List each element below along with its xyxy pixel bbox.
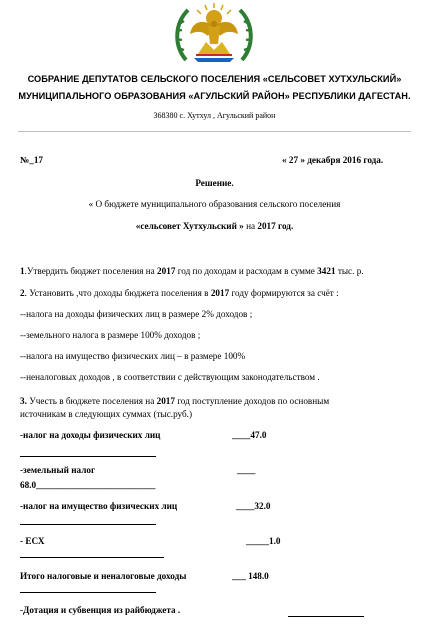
document-number: №_17 bbox=[20, 155, 44, 165]
revenue-value-income-tax: ____47.0 bbox=[232, 430, 267, 440]
revenue-label-land-tax: -земельный налог bbox=[20, 465, 96, 475]
paragraph-3-line2: источникам в следующих суммах (тыс.руб.) bbox=[20, 409, 193, 419]
address: 368380 с. Хутхул , Агульский район bbox=[153, 111, 276, 120]
coat-of-arms-icon bbox=[172, 2, 256, 64]
paragraph-1: 1.Утвердить бюджет поселения на 2017 год по доходам и расходам в сумме 3421 тыс. р. bbox=[20, 266, 364, 276]
header-divider bbox=[18, 131, 411, 132]
revenue-value-total: ___ 148.0 bbox=[232, 571, 269, 581]
council-name-line1: СОБРАНИЕ ДЕПУТАТОВ СЕЛЬСКОГО ПОСЕЛЕНИЯ «СЕЛЬСОВЕТ ХУТХУЛЬСКИЙ» bbox=[27, 74, 402, 84]
revenue-label-income-tax: -налог на доходы физических лиц bbox=[20, 430, 161, 440]
list-item-non-tax: --неналоговых доходов , в соответствии с действующим законодательством . bbox=[20, 372, 320, 382]
budget-year: 2017 год. bbox=[257, 221, 294, 231]
subject-line2: «сельсовет Хутхульский » на 2017 год. bbox=[135, 221, 294, 231]
revenue-label-total: Итого налоговые и неналоговые доходы bbox=[20, 571, 187, 581]
list-item-land-tax: --земельного налога в размере 100% доходов ; bbox=[20, 330, 201, 340]
list-item-income-tax: --налога на доходы физических лиц в размере 2% доходов ; bbox=[20, 309, 253, 319]
underline bbox=[20, 592, 156, 593]
revenue-value-land-tax: 68.0__________________________ bbox=[20, 480, 156, 490]
settlement-name: «сельсовет Хутхульский » bbox=[135, 221, 244, 231]
paragraph-2: 2. Установить ,что доходы бюджета поселения в 2017 году формируются за счёт : bbox=[20, 288, 339, 298]
council-name-line2: МУНИЦИПАЛЬНОГО ОБРАЗОВАНИЯ «АГУЛЬСКИЙ РАЙОН» РЕСПУБЛИКИ ДАГЕСТАН. bbox=[18, 91, 411, 101]
decision-title: Решение. bbox=[195, 178, 234, 188]
list-item-property-tax: --налога на имущество физических лиц – в размере 100% bbox=[20, 351, 246, 361]
subject-line1: « О бюджете муниципального образования сельского поселения bbox=[88, 199, 341, 209]
revenue-label-esh: - ЕСХ bbox=[20, 536, 45, 546]
document-date: « 27 » декабря 2016 года. bbox=[282, 155, 384, 165]
revenue-label-subsidy: -Дотация и субвенция из райбюджета . bbox=[20, 605, 181, 615]
revenue-value-property-tax: ____32.0 bbox=[236, 501, 271, 511]
revenue-label-property-tax: -налог на имущество физических лиц bbox=[20, 501, 178, 511]
underline bbox=[20, 524, 156, 525]
subsidy-blank-line bbox=[288, 616, 364, 617]
paragraph-3: 3. Учесть в бюджете поселения на 2017 год поступление доходов по основным bbox=[20, 396, 330, 406]
underline bbox=[20, 557, 164, 558]
revenue-value-land-tax-blank: ____ bbox=[237, 465, 256, 475]
revenue-value-esh: _____1.0 bbox=[246, 536, 281, 546]
underline bbox=[20, 456, 156, 457]
